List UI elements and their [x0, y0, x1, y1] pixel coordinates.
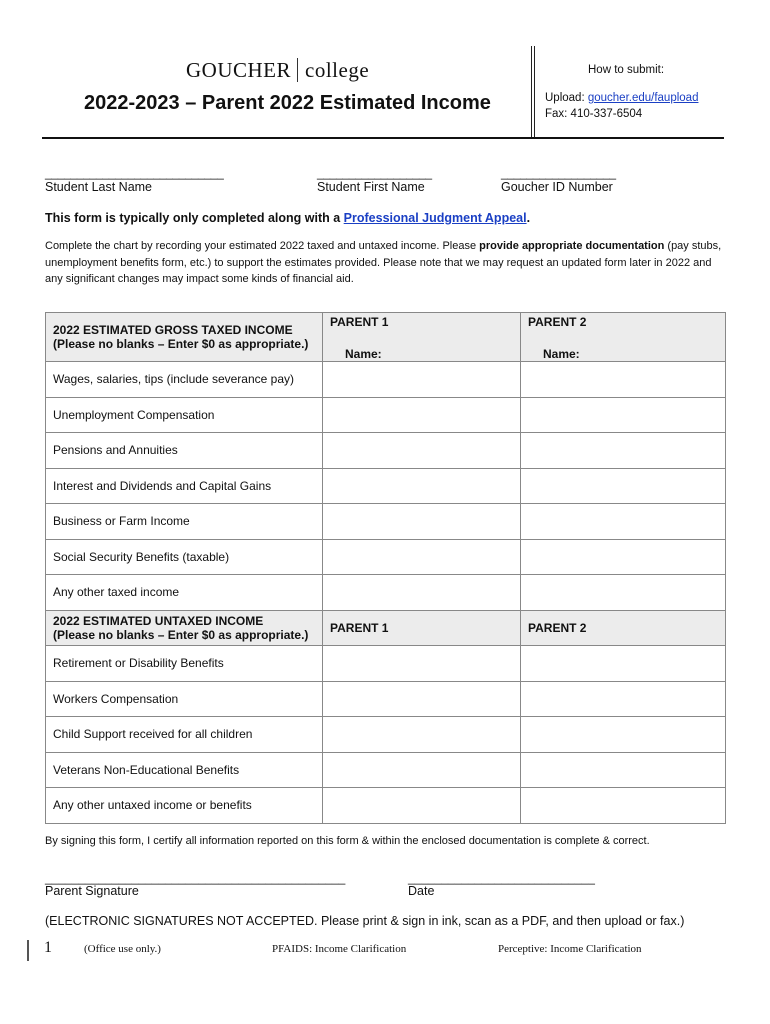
untaxed-subheader: (Please no blanks – Enter $0 as appropriate.)	[53, 627, 309, 642]
parent2-amount-cell[interactable]	[521, 468, 726, 504]
income-row	[46, 575, 726, 611]
taxed-header-row	[46, 313, 726, 362]
income-row	[46, 788, 726, 824]
instructions-part1: Complete the chart by recording your estimated 2022 taxed and untaxed income. Please	[45, 240, 480, 252]
parent1-name-label: Name:	[345, 347, 382, 361]
parent2-amount-cell[interactable]	[521, 433, 726, 469]
intro-lead: This form is typically only completed along with a	[45, 211, 344, 225]
income-row	[46, 752, 726, 788]
income-row	[46, 717, 726, 753]
income-row	[46, 504, 726, 540]
electronic-signature-note: (ELECTRONIC SIGNATURES NOT ACCEPTED. Please print & sign in ink, scan as a PDF, and then upload or fax.)	[45, 914, 685, 928]
certification-statement: By signing this form, I certify all information reported on this form & within the enclosed documentation is complete & correct.	[45, 835, 650, 847]
income-row	[46, 397, 726, 433]
page-number-bar	[27, 940, 29, 961]
income-row-label: Interest and Dividends and Capital Gains	[46, 468, 323, 504]
untaxed-parent1-header: PARENT 1	[323, 610, 521, 646]
income-row-label: Workers Compensation	[46, 681, 323, 717]
income-row-label: Social Security Benefits (taxable)	[46, 539, 323, 575]
header-horizontal-divider	[42, 137, 724, 139]
student-last-name-label: Student Last Name	[45, 180, 153, 194]
date-label: Date	[408, 884, 435, 898]
student-first-name-label: Student First Name	[317, 180, 425, 194]
parent1-header: PARENT 1	[330, 315, 389, 329]
goucher-id-field[interactable]: __________________	[501, 166, 616, 180]
parent1-amount-cell[interactable]	[323, 788, 521, 824]
income-row	[46, 681, 726, 717]
untaxed-header-cell	[46, 610, 323, 646]
intro-end: .	[526, 211, 531, 225]
date-field[interactable]: ____________________________	[408, 871, 595, 885]
parent1-amount-cell[interactable]	[323, 575, 521, 611]
parent1-amount-cell[interactable]	[323, 717, 521, 753]
parent1-amount-cell[interactable]	[323, 646, 521, 682]
how-to-submit: How to submit:	[588, 64, 665, 76]
parent2-amount-cell[interactable]	[521, 539, 726, 575]
student-first-name-field[interactable]: __________________	[317, 166, 432, 180]
untaxed-header-row	[46, 610, 726, 646]
logo-divider	[297, 58, 298, 82]
pfaids-label: PFAIDS: Income Clarification	[272, 943, 407, 955]
parent2-header-cell	[521, 313, 726, 362]
income-row	[46, 433, 726, 469]
parent-signature-field[interactable]: _____________________________________________	[45, 871, 346, 885]
intro-text	[45, 211, 530, 225]
parent2-amount-cell[interactable]	[521, 575, 726, 611]
income-row	[46, 468, 726, 504]
fax-number: Fax: 410-337-6504	[545, 108, 643, 120]
income-row-label: Any other untaxed income or benefits	[46, 788, 323, 824]
instructions-part2: (pay stubs, unemployment benefits form, etc.) to support the estimates provided. Please note that we may request an updated form later in 2022 and any significant changes may impact some kinds of financial aid.	[45, 240, 722, 285]
parent1-amount-cell[interactable]	[323, 468, 521, 504]
logo-college: college	[305, 58, 370, 82]
income-row-label: Business or Farm Income	[46, 504, 323, 540]
income-row-label: Any other taxed income	[46, 575, 323, 611]
parent1-amount-cell[interactable]	[323, 397, 521, 433]
goucher-logo	[186, 58, 369, 83]
parent2-name-label: Name:	[543, 347, 580, 361]
income-row	[46, 362, 726, 398]
parent2-amount-cell[interactable]	[521, 681, 726, 717]
parent-signature-label: Parent Signature	[45, 884, 139, 898]
instructions-bold: provide appropriate documentation	[479, 240, 665, 252]
instructions	[45, 238, 725, 288]
income-row-label: Veterans Non-Educational Benefits	[46, 752, 323, 788]
parent1-amount-cell[interactable]	[323, 681, 521, 717]
parent2-amount-cell[interactable]	[521, 788, 726, 824]
untaxed-header: 2022 ESTIMATED UNTAXED INCOME	[53, 613, 264, 628]
taxed-header: 2022 ESTIMATED GROSS TAXED INCOME	[53, 323, 293, 337]
parent1-amount-cell[interactable]	[323, 433, 521, 469]
upload-line	[545, 92, 698, 104]
parent2-amount-cell[interactable]	[521, 362, 726, 398]
upload-link[interactable]: goucher.edu/faupload	[587, 92, 699, 104]
upload-label: Upload:	[545, 92, 588, 104]
taxed-header-cell	[46, 313, 323, 362]
parent1-amount-cell[interactable]	[323, 539, 521, 575]
parent2-amount-cell[interactable]	[521, 504, 726, 540]
parent1-amount-cell[interactable]	[323, 504, 521, 540]
parent1-amount-cell[interactable]	[323, 752, 521, 788]
income-row-label: Unemployment Compensation	[46, 397, 323, 433]
income-row-label: Child Support received for all children	[46, 717, 323, 753]
income-row-label: Retirement or Disability Benefits	[46, 646, 323, 682]
page-number: 1	[44, 939, 52, 956]
form-title: 2022-2023 – Parent 2022 Estimated Income	[84, 92, 491, 114]
professional-judgment-appeal-link[interactable]: Professional Judgment Appeal	[343, 211, 527, 225]
student-last-name-field[interactable]: ____________________________	[45, 166, 224, 180]
parent2-amount-cell[interactable]	[521, 397, 726, 433]
income-row-label: Pensions and Annuities	[46, 433, 323, 469]
income-row	[46, 646, 726, 682]
income-table	[45, 312, 726, 824]
parent2-amount-cell[interactable]	[521, 752, 726, 788]
income-row	[46, 539, 726, 575]
parent2-amount-cell[interactable]	[521, 717, 726, 753]
taxed-subheader: (Please no blanks – Enter $0 as appropriate.)	[53, 337, 309, 351]
header-vertical-divider	[531, 46, 535, 138]
income-row-label: Wages, salaries, tips (include severance pay)	[46, 362, 323, 398]
office-use-label: (Office use only.)	[84, 943, 161, 955]
parent2-amount-cell[interactable]	[521, 646, 726, 682]
parent1-amount-cell[interactable]	[323, 362, 521, 398]
goucher-id-label: Goucher ID Number	[501, 180, 613, 194]
untaxed-parent2-header: PARENT 2	[521, 610, 726, 646]
parent1-header-cell	[323, 313, 521, 362]
logo-name: GOUCHER	[186, 58, 292, 82]
parent2-header: PARENT 2	[528, 315, 587, 329]
perceptive-label: Perceptive: Income Clarification	[498, 943, 642, 955]
